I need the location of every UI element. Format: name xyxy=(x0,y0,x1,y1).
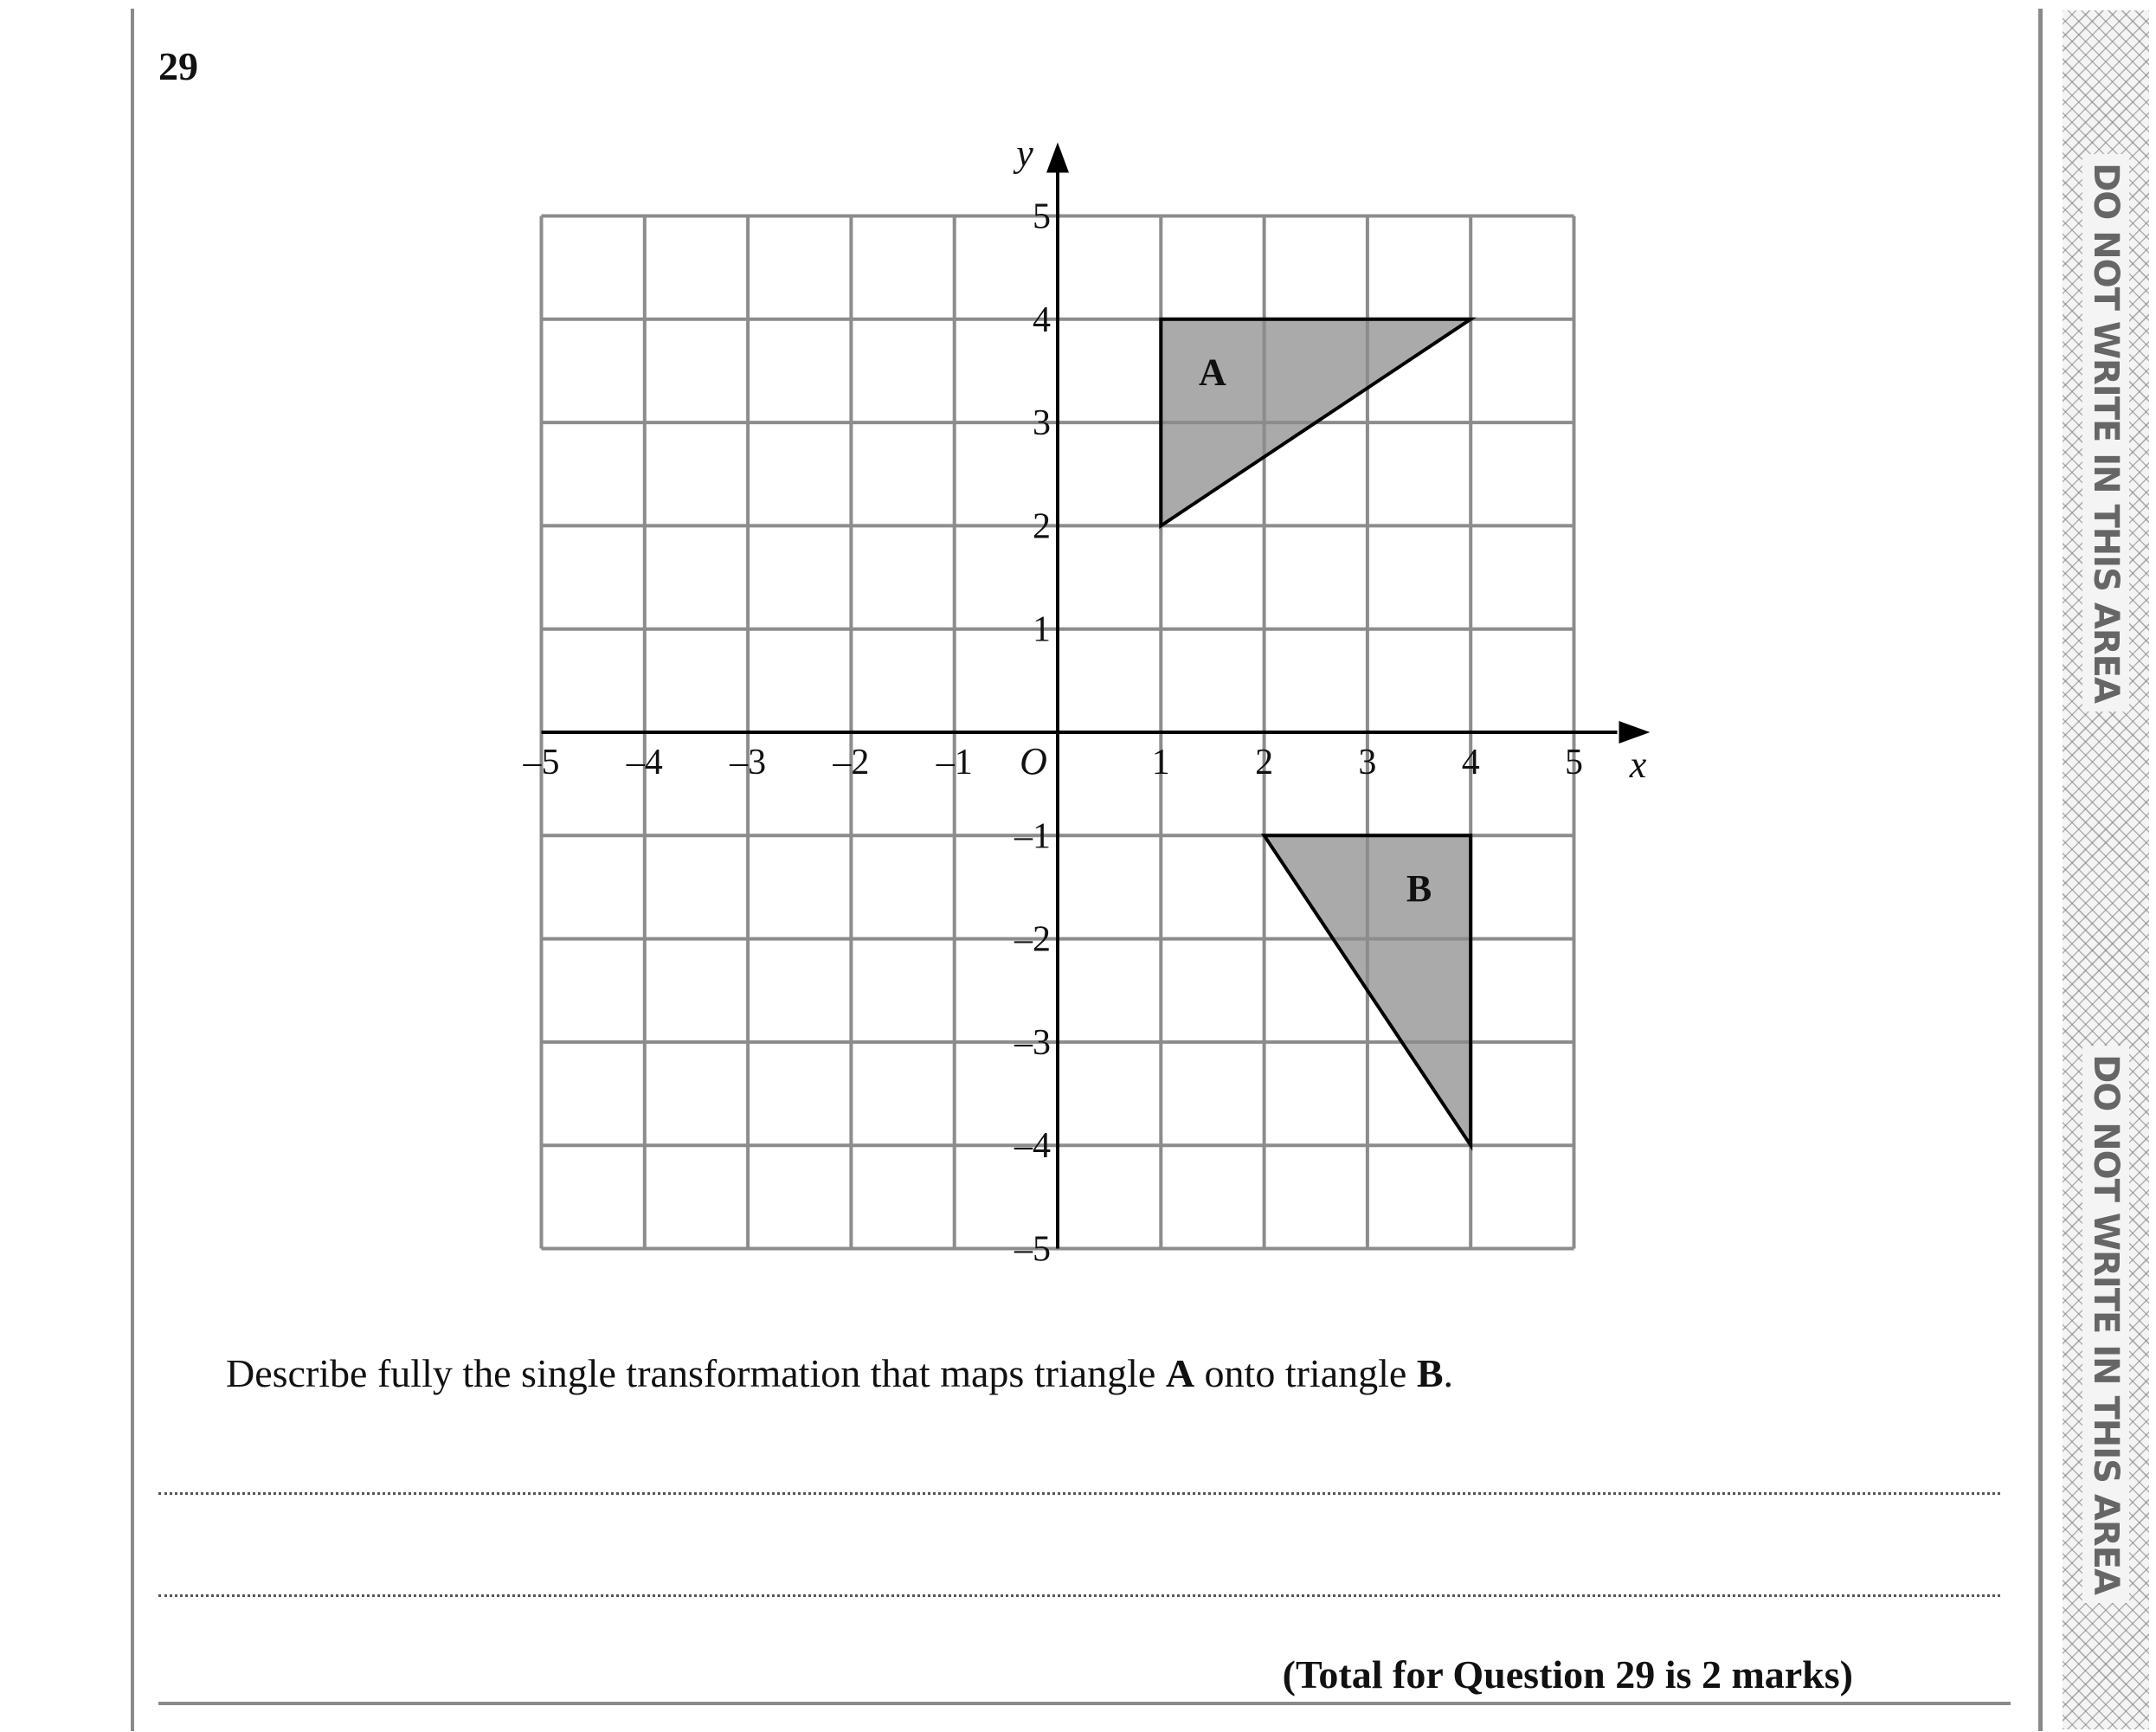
y-tick-label: 3 xyxy=(1033,403,1051,444)
x-tick-label: –1 xyxy=(936,743,973,782)
x-tick-label: 2 xyxy=(1255,743,1274,782)
x-tick-label: 4 xyxy=(1461,743,1480,782)
y-tick-label: –5 xyxy=(1014,1229,1051,1270)
question-text: Describe fully the single transformation that maps triangle A onto triangle B. xyxy=(226,1351,1454,1395)
y-tick-label: –2 xyxy=(1014,919,1051,960)
y-tick-label: 5 xyxy=(1033,196,1051,237)
x-tick-label: 5 xyxy=(1565,743,1583,782)
y-tick-label: –3 xyxy=(1014,1022,1051,1063)
triangle-a-label: A xyxy=(1199,351,1226,394)
x-tick-label: 1 xyxy=(1151,743,1170,782)
triangle-b-ref: B xyxy=(1416,1351,1444,1395)
x-axis-label: x xyxy=(1629,744,1647,786)
answer-line-2[interactable] xyxy=(158,1594,2000,1597)
bottom-rule xyxy=(158,1702,2011,1705)
y-tick-label: 1 xyxy=(1033,609,1051,650)
y-tick-label: –4 xyxy=(1014,1126,1051,1167)
x-axis-arrow xyxy=(1619,721,1651,744)
x-tick-label: –5 xyxy=(523,743,560,782)
triangle-b-label: B xyxy=(1406,866,1432,910)
y-tick-label: 4 xyxy=(1033,299,1051,340)
x-tick-label: –3 xyxy=(730,743,767,782)
y-tick-label: –1 xyxy=(1014,816,1051,857)
origin-label: O xyxy=(1020,740,1047,782)
answer-line-1[interactable] xyxy=(158,1492,2000,1495)
y-tick-label: 2 xyxy=(1033,506,1051,547)
y-axis-label: y xyxy=(1016,132,1033,175)
y-axis-arrow xyxy=(1046,143,1069,173)
total-marks: (Total for Question 29 is 2 marks) xyxy=(1282,1652,1853,1697)
question-number: 29 xyxy=(158,44,198,88)
x-tick-label: –4 xyxy=(626,743,663,782)
triangle-a-ref: A xyxy=(1165,1351,1195,1395)
x-tick-label: 3 xyxy=(1358,743,1377,782)
x-tick-label: –2 xyxy=(833,743,870,782)
